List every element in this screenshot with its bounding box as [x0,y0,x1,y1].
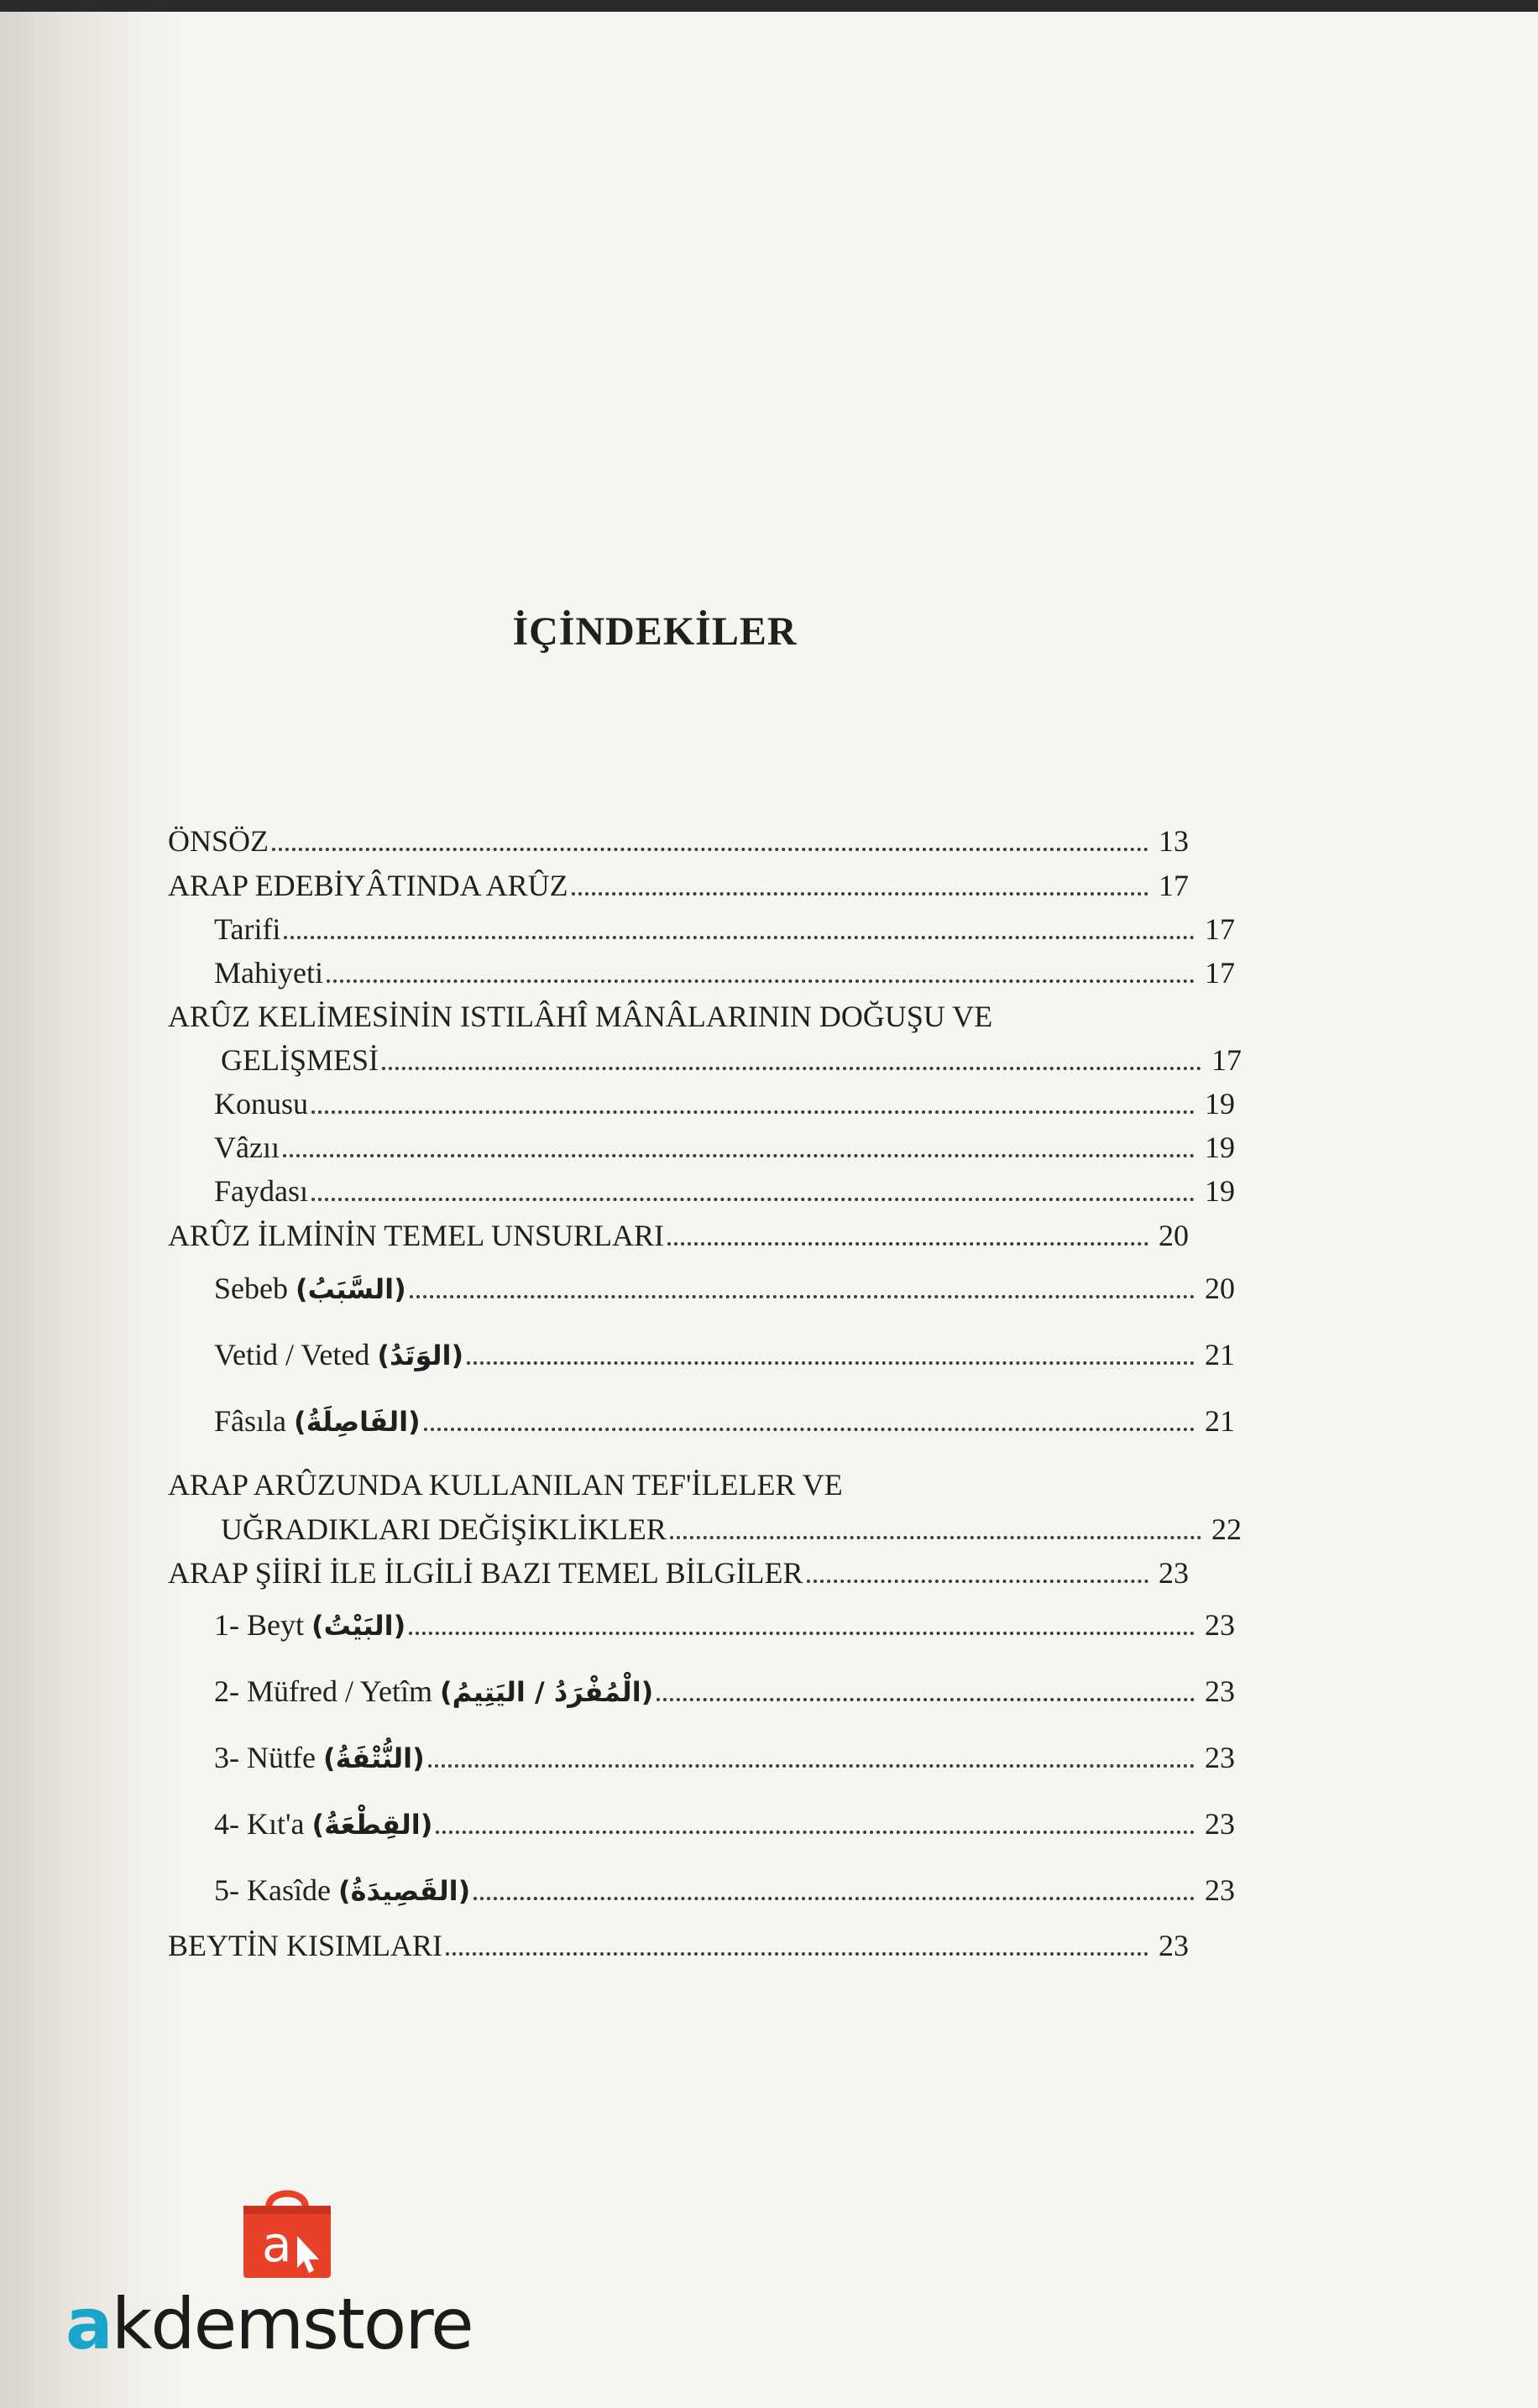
toc-page-number: 23 [1159,1929,1189,1962]
toc-entry-label: Konusu [214,1087,309,1120]
toc-entry-label: Faydası [214,1174,308,1208]
dot-leader [327,979,1195,983]
toc-entry-label: ARAP EDEBİYÂTINDA ARÛZ [168,869,568,902]
toc-entry [168,1731,1235,1773]
arabic-term: (القِطْعَةُ) [311,1809,433,1841]
toc-entry-label: Fâsıla (الفَاصِلَةُ) [214,1404,421,1438]
toc-entry-label: 1- Beyt (البَيْتُ) [214,1608,406,1642]
toc-entry-label: Vetid / Veted (الوَتَدُ) [214,1338,464,1371]
toc-entry-label: 2- Müfred / Yetîm (الْمُفْرَدُ / اليَتِيمُ) [214,1674,654,1708]
dot-leader [807,1580,1148,1583]
toc-entry [168,1261,1235,1303]
dot-leader [467,1361,1195,1365]
toc-entry [168,1598,1235,1640]
dot-leader [272,848,1148,851]
dot-leader [284,936,1195,939]
toc-entry-label: BEYTİN KISIMLARI [168,1929,442,1962]
toc-entry-label: ARÛZ İLMİNİN TEMEL UNSURLARI [168,1219,664,1252]
toc-page-number: 20 [1159,1219,1189,1252]
akdemstore-watermark [59,2174,529,2375]
toc-entry-label: Tarifi [214,912,281,946]
dot-leader [657,1698,1195,1701]
arabic-term: (البَيْتُ) [311,1610,406,1642]
toc-page-number: 17 [1205,912,1235,946]
brand-wordmark: akdemstore [65,2283,473,2365]
dot-leader [446,1952,1148,1956]
toc-entry [168,1664,1235,1706]
dot-leader [311,1198,1195,1201]
page-top-edge [0,0,1538,12]
toc-entry-label: ARAP ARÛZUNDA KULLANILAN TEF'İLELER VE [168,1468,843,1502]
toc-entry-label: 4- Kıt'a (القِطْعَةُ) [214,1807,433,1841]
toc-entry [168,1546,1189,1588]
toc-entry [168,1797,1235,1839]
toc-entry [168,946,1235,988]
toc-entry [168,1502,1242,1544]
toc-entry [168,814,1189,856]
dot-leader [428,1764,1195,1768]
dot-leader [572,892,1148,896]
book-spine-shadow [0,12,193,2408]
toc-entry [168,1209,1189,1251]
dot-leader [410,1295,1195,1298]
toc-entry-label: UĞRADIKLARI DEĞİŞİKLİKLER [221,1512,667,1546]
toc-page-number: 19 [1205,1131,1235,1164]
toc-page-number: 23 [1205,1674,1235,1708]
toc-page-number: 13 [1159,824,1189,858]
toc-page-number: 17 [1205,956,1235,990]
toc-page-number: 23 [1205,1741,1235,1774]
toc-page-number: 22 [1211,1512,1242,1546]
arabic-term: (النُّتْفَةُ) [322,1742,425,1774]
toc-entry [168,902,1235,944]
dot-leader [283,1154,1195,1157]
toc-page-number: 19 [1205,1087,1235,1120]
toc-entry-label: GELİŞMESİ [221,1043,379,1077]
toc-entry-label: Mahiyeti [214,956,323,990]
dot-leader [667,1242,1148,1246]
dot-leader [473,1897,1195,1900]
toc-entry-label: ARÛZ KELİMESİNİN ISTILÂHÎ MÂNÂLARININ DOĞUŞU VE [168,1000,993,1033]
dot-leader [424,1428,1195,1431]
arabic-term: (الْمُفْرَدُ / اليَتِيمُ) [440,1676,654,1708]
toc-page-number: 19 [1205,1174,1235,1208]
page-title: İÇİNDEKİLER [512,609,798,654]
arabic-term: (الفَاصِلَةُ) [294,1406,421,1438]
svg-text:a: a [262,2216,292,2273]
toc-entry [168,1328,1235,1370]
dot-leader [382,1067,1201,1070]
toc-entry [168,1458,1189,1500]
toc-entry [168,1164,1235,1206]
dot-leader [409,1632,1195,1635]
dot-leader [670,1536,1201,1539]
toc-page-number: 23 [1205,1873,1235,1907]
toc-page-number: 23 [1205,1807,1235,1841]
arabic-term: (الوَتَدُ) [377,1340,464,1371]
toc-entry [168,859,1189,901]
toc-entry-label: 3- Nütfe (النُّتْفَةُ) [214,1741,425,1774]
toc-entry-label: ARAP ŞİİRİ İLE İLGİLİ BAZI TEMEL BİLGİLER [168,1556,803,1590]
toc-entry [168,1919,1189,1961]
toc-page-number: 17 [1211,1043,1242,1077]
toc-entry [168,1033,1242,1075]
toc-page-number: 21 [1205,1338,1235,1371]
toc-entry-label: Vâzıı [214,1131,280,1164]
dot-leader [436,1831,1195,1834]
arabic-term: (القَصِيدَةُ) [337,1875,471,1907]
toc-page-number: 20 [1205,1272,1235,1305]
arabic-term: (السَّبَبُ) [295,1273,406,1305]
shopping-bag-cursor-icon [237,2181,337,2281]
toc-entry [168,1394,1235,1436]
toc-entry-label: 5- Kasîde (القَصِيدَةُ) [214,1873,471,1907]
toc-page-number: 17 [1159,869,1189,902]
toc-entry [168,1077,1235,1119]
toc-entry-label: Sebeb (السَّبَبُ) [214,1272,406,1305]
toc-page-number: 21 [1205,1404,1235,1438]
toc-entry [168,990,1189,1032]
toc-entry [168,1863,1235,1905]
dot-leader [311,1110,1195,1114]
toc-entry-label: ÖNSÖZ [168,824,269,858]
toc-page-number: 23 [1159,1556,1189,1590]
toc-page-number: 23 [1205,1608,1235,1642]
toc-entry [168,1120,1235,1162]
